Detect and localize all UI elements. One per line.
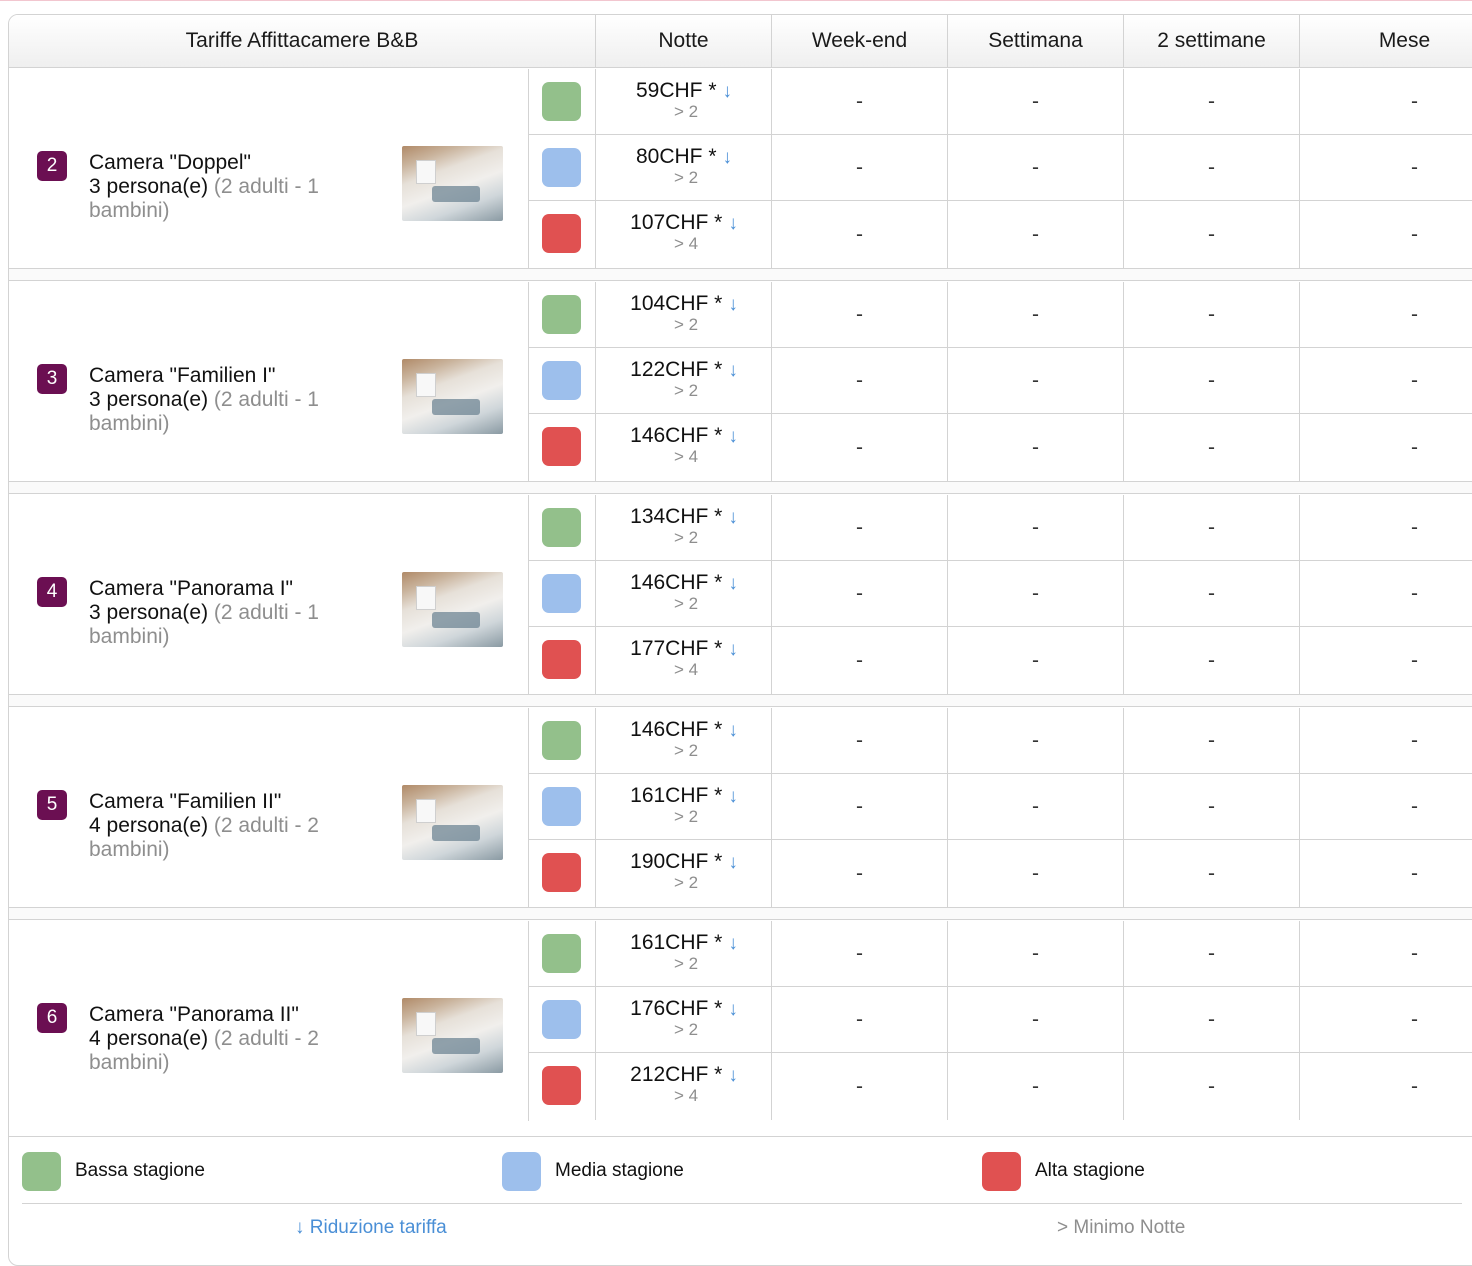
season-cell (529, 495, 596, 560)
room-info (9, 921, 529, 1121)
room-persons: 4 persona(e) (89, 814, 209, 837)
price-cell-weekend: - (772, 840, 948, 907)
rate-row (529, 282, 1472, 348)
room-photo[interactable] (402, 146, 503, 221)
reduction-arrow-icon[interactable]: ↓ (728, 852, 738, 873)
price-cell-weekend: - (772, 69, 948, 134)
price-cell-month: - (1411, 302, 1418, 326)
season-cell (529, 135, 596, 200)
reduction-arrow-icon[interactable]: ↓ (728, 933, 738, 954)
price-cell-weekend: - (772, 1053, 948, 1120)
price-cell-weekend: - (772, 708, 948, 773)
legend-reduction-note: ↓ Riduzione tariffa (295, 1217, 447, 1238)
season-swatch (542, 1000, 581, 1039)
price-cell-month: - (1411, 1007, 1418, 1031)
room-block (9, 69, 1472, 268)
season-swatch (542, 295, 581, 334)
price-cell-weekend: - (772, 201, 948, 268)
price-cell-month: - (1411, 89, 1418, 113)
price-cell-week: - (948, 201, 1124, 268)
price-cell-notte (596, 348, 772, 413)
room-description (89, 577, 379, 649)
price-cell-notte (596, 561, 772, 626)
room-separator (9, 268, 1472, 281)
season-swatch (542, 640, 581, 679)
rate-row (529, 708, 1472, 774)
price-cell-week: - (948, 348, 1124, 413)
night-price: 190CHF * (630, 850, 723, 873)
price-cell-two-weeks: - (1124, 840, 1300, 907)
price-cell-weekend: - (772, 282, 948, 347)
rate-row (529, 69, 1472, 135)
season-cell (529, 414, 596, 481)
legend-item-media (502, 1151, 684, 1191)
room-separator (9, 481, 1472, 494)
legend-swatch-blue (502, 1152, 541, 1191)
night-price: 212CHF * (630, 1063, 723, 1086)
room-info (9, 495, 529, 695)
rate-row (529, 1053, 1472, 1120)
room-number-badge: 2 (37, 151, 67, 181)
season-swatch (542, 721, 581, 760)
reduction-arrow-icon[interactable]: ↓ (728, 360, 738, 381)
price-cell-two-weeks: - (1124, 348, 1300, 413)
room-persons: 3 persona(e) (89, 175, 209, 198)
room-name: Camera "Panorama II" (89, 1003, 299, 1026)
min-nights: > 2 (673, 954, 699, 973)
night-price: 59CHF * (635, 79, 717, 102)
price-cell-week: - (948, 627, 1124, 694)
price-cell-two-weeks: - (1124, 561, 1300, 626)
season-swatch (542, 214, 581, 253)
column-header-notte: Notte (596, 15, 772, 68)
night-price: 176CHF * (630, 997, 723, 1020)
room-block (9, 921, 1472, 1120)
night-price: 161CHF * (630, 931, 723, 954)
room-description (89, 151, 379, 223)
room-number-badge: 3 (37, 364, 67, 394)
price-cell-month: - (1411, 648, 1418, 672)
room-description (89, 790, 379, 862)
price-cell-week: - (948, 921, 1124, 986)
rate-row (529, 840, 1472, 907)
price-cell-weekend: - (772, 561, 948, 626)
price-cell-week: - (948, 708, 1124, 773)
price-cell-two-weeks: - (1124, 135, 1300, 200)
room-persons: 4 persona(e) (89, 1027, 209, 1050)
room-number-badge: 4 (37, 577, 67, 607)
min-nights: > 4 (673, 1086, 699, 1105)
price-cell-two-weeks: - (1124, 282, 1300, 347)
room-description (89, 1003, 379, 1075)
reduction-arrow-icon[interactable]: ↓ (728, 213, 738, 234)
price-cell-week: - (948, 987, 1124, 1052)
rate-row (529, 561, 1472, 627)
legend-item-bassa (22, 1151, 205, 1191)
season-swatch (542, 787, 581, 826)
reduction-arrow-icon[interactable]: ↓ (728, 639, 738, 660)
legend-item-alta (982, 1151, 1145, 1191)
min-nights: > 4 (673, 660, 699, 679)
legend-swatch-red (982, 1152, 1021, 1191)
min-nights: > 2 (673, 741, 699, 760)
price-cell-week: - (948, 561, 1124, 626)
night-price: 177CHF * (630, 637, 723, 660)
table-title: Tariffe Affittacamere B&B (9, 15, 596, 68)
price-cell-notte (596, 69, 772, 134)
night-price: 146CHF * (630, 718, 723, 741)
price-cell-weekend: - (772, 627, 948, 694)
price-cell-notte (596, 495, 772, 560)
room-photo[interactable] (402, 998, 503, 1073)
price-cell-week: - (948, 1053, 1124, 1120)
season-cell (529, 774, 596, 839)
rate-row (529, 774, 1472, 840)
room-persons: 3 persona(e) (89, 388, 209, 411)
price-cell-month: - (1411, 368, 1418, 392)
price-cell-week: - (948, 282, 1124, 347)
rate-row (529, 201, 1472, 268)
legend-label: Media stagione (555, 1160, 684, 1181)
rate-row (529, 627, 1472, 694)
min-nights: > 2 (673, 315, 699, 334)
legend (9, 1136, 1472, 1266)
season-cell (529, 201, 596, 268)
price-cell-notte (596, 987, 772, 1052)
price-cell-two-weeks: - (1124, 921, 1300, 986)
room-occupancy-detail: (2 adulti - 1 bambini) (89, 175, 319, 222)
night-price: 161CHF * (630, 784, 723, 807)
season-swatch (542, 148, 581, 187)
season-swatch (542, 934, 581, 973)
column-header-weekend: Week-end (772, 15, 948, 68)
price-cell-week: - (948, 495, 1124, 560)
column-header-settimana: Settimana (948, 15, 1124, 68)
column-header-2-settimane: 2 settimane (1124, 15, 1300, 68)
rate-row (529, 987, 1472, 1053)
min-nights: > 4 (673, 234, 699, 253)
legend-min-nights-note: > Minimo Notte (1057, 1217, 1186, 1238)
top-accent-line (0, 0, 1472, 1)
rate-row (529, 135, 1472, 201)
room-separator (9, 907, 1472, 920)
legend-divider (22, 1203, 1462, 1204)
season-swatch (542, 1066, 581, 1105)
price-cell-notte (596, 135, 772, 200)
room-name: Camera "Familien I" (89, 364, 276, 387)
night-price: 122CHF * (630, 358, 723, 381)
min-nights: > 2 (673, 594, 699, 613)
season-swatch (542, 508, 581, 547)
price-cell-month: - (1411, 155, 1418, 179)
room-block (9, 495, 1472, 694)
room-photo[interactable] (402, 785, 503, 860)
price-cell-month: - (1411, 222, 1418, 246)
rates-table (8, 14, 1472, 1266)
reduction-arrow-icon[interactable]: ↓ (722, 147, 733, 168)
price-cell-two-weeks: - (1124, 201, 1300, 268)
room-description (89, 364, 379, 436)
min-nights: > 4 (673, 447, 699, 466)
season-cell (529, 708, 596, 773)
reduction-arrow-icon[interactable]: ↓ (722, 81, 733, 102)
price-cell-notte (596, 840, 772, 907)
legend-label: Alta stagione (1035, 1160, 1145, 1181)
night-price: 107CHF * (630, 211, 723, 234)
price-cell-notte (596, 921, 772, 986)
night-price: 104CHF * (630, 292, 723, 315)
price-cell-month: - (1411, 794, 1418, 818)
season-swatch (542, 82, 581, 121)
price-cell-weekend: - (772, 135, 948, 200)
season-cell (529, 1053, 596, 1120)
min-nights: > 2 (673, 381, 699, 400)
min-nights: > 2 (673, 102, 699, 121)
price-cell-notte (596, 627, 772, 694)
price-cell-week: - (948, 69, 1124, 134)
room-occupancy-detail: (2 adulti - 1 bambini) (89, 601, 319, 648)
min-nights: > 2 (673, 168, 699, 187)
season-cell (529, 921, 596, 986)
price-cell-two-weeks: - (1124, 1053, 1300, 1120)
night-price: 134CHF * (630, 505, 723, 528)
price-cell-month: - (1411, 515, 1418, 539)
room-photo[interactable] (402, 359, 503, 434)
price-cell-weekend: - (772, 495, 948, 560)
reduction-arrow-icon[interactable]: ↓ (728, 1065, 738, 1086)
price-cell-two-weeks: - (1124, 495, 1300, 560)
room-info (9, 69, 529, 269)
price-cell-two-weeks: - (1124, 987, 1300, 1052)
price-cell-weekend: - (772, 774, 948, 839)
season-cell (529, 840, 596, 907)
price-cell-two-weeks: - (1124, 708, 1300, 773)
room-block (9, 708, 1472, 907)
rate-row (529, 921, 1472, 987)
min-nights: > 2 (673, 807, 699, 826)
min-nights: > 2 (673, 873, 699, 892)
room-number-badge: 6 (37, 1003, 67, 1033)
price-cell-two-weeks: - (1124, 414, 1300, 481)
reduction-arrow-icon[interactable]: ↓ (728, 999, 738, 1020)
price-cell-notte (596, 282, 772, 347)
reduction-arrow-icon[interactable]: ↓ (728, 507, 738, 528)
reduction-arrow-icon[interactable]: ↓ (728, 720, 738, 741)
season-cell (529, 348, 596, 413)
price-cell-notte (596, 774, 772, 839)
price-cell-weekend: - (772, 348, 948, 413)
price-cell-two-weeks: - (1124, 627, 1300, 694)
room-occupancy-detail: (2 adulti - 1 bambini) (89, 388, 319, 435)
night-price: 146CHF * (630, 571, 723, 594)
price-cell-weekend: - (772, 921, 948, 986)
night-price: 80CHF * (635, 145, 717, 168)
legend-label: Bassa stagione (75, 1160, 205, 1181)
min-nights: > 2 (673, 528, 699, 547)
room-info (9, 282, 529, 482)
price-cell-two-weeks: - (1124, 69, 1300, 134)
season-cell (529, 561, 596, 626)
room-block (9, 282, 1472, 481)
price-cell-notte (596, 708, 772, 773)
price-cell-month: - (1411, 435, 1418, 459)
price-cell-month: - (1411, 941, 1418, 965)
price-cell-weekend: - (772, 414, 948, 481)
season-cell (529, 282, 596, 347)
room-name: Camera "Doppel" (89, 151, 251, 174)
price-cell-notte (596, 201, 772, 268)
price-cell-week: - (948, 414, 1124, 481)
price-cell-week: - (948, 135, 1124, 200)
min-nights: > 2 (673, 1020, 699, 1039)
room-number-badge: 5 (37, 790, 67, 820)
room-info (9, 708, 529, 908)
price-cell-week: - (948, 840, 1124, 907)
night-price: 146CHF * (630, 424, 723, 447)
price-cell-two-weeks: - (1124, 774, 1300, 839)
rate-row (529, 348, 1472, 414)
rate-row (529, 414, 1472, 481)
room-photo[interactable] (402, 572, 503, 647)
price-cell-month: - (1411, 728, 1418, 752)
reduction-arrow-icon[interactable]: ↓ (728, 426, 738, 447)
season-cell (529, 69, 596, 134)
room-name: Camera "Panorama I" (89, 577, 293, 600)
legend-swatch-green (22, 1152, 61, 1191)
room-separator (9, 694, 1472, 707)
season-swatch (542, 427, 581, 466)
price-cell-weekend: - (772, 987, 948, 1052)
reduction-arrow-icon[interactable]: ↓ (728, 786, 738, 807)
price-cell-month: - (1411, 1074, 1418, 1098)
price-cell-month: - (1411, 861, 1418, 885)
room-occupancy-detail: (2 adulti - 2 bambini) (89, 814, 319, 861)
price-cell-week: - (948, 774, 1124, 839)
season-cell (529, 987, 596, 1052)
season-cell (529, 627, 596, 694)
price-cell-month: - (1411, 581, 1418, 605)
price-cell-notte (596, 414, 772, 481)
season-swatch (542, 853, 581, 892)
reduction-arrow-icon[interactable]: ↓ (728, 573, 738, 594)
season-swatch (542, 361, 581, 400)
room-persons: 3 persona(e) (89, 601, 209, 624)
reduction-arrow-icon[interactable]: ↓ (728, 294, 738, 315)
room-occupancy-detail: (2 adulti - 2 bambini) (89, 1027, 319, 1074)
price-cell-notte (596, 1053, 772, 1120)
season-swatch (542, 574, 581, 613)
rate-row (529, 495, 1472, 561)
column-header-mese: Mese (1300, 15, 1472, 68)
room-name: Camera "Familien II" (89, 790, 282, 813)
